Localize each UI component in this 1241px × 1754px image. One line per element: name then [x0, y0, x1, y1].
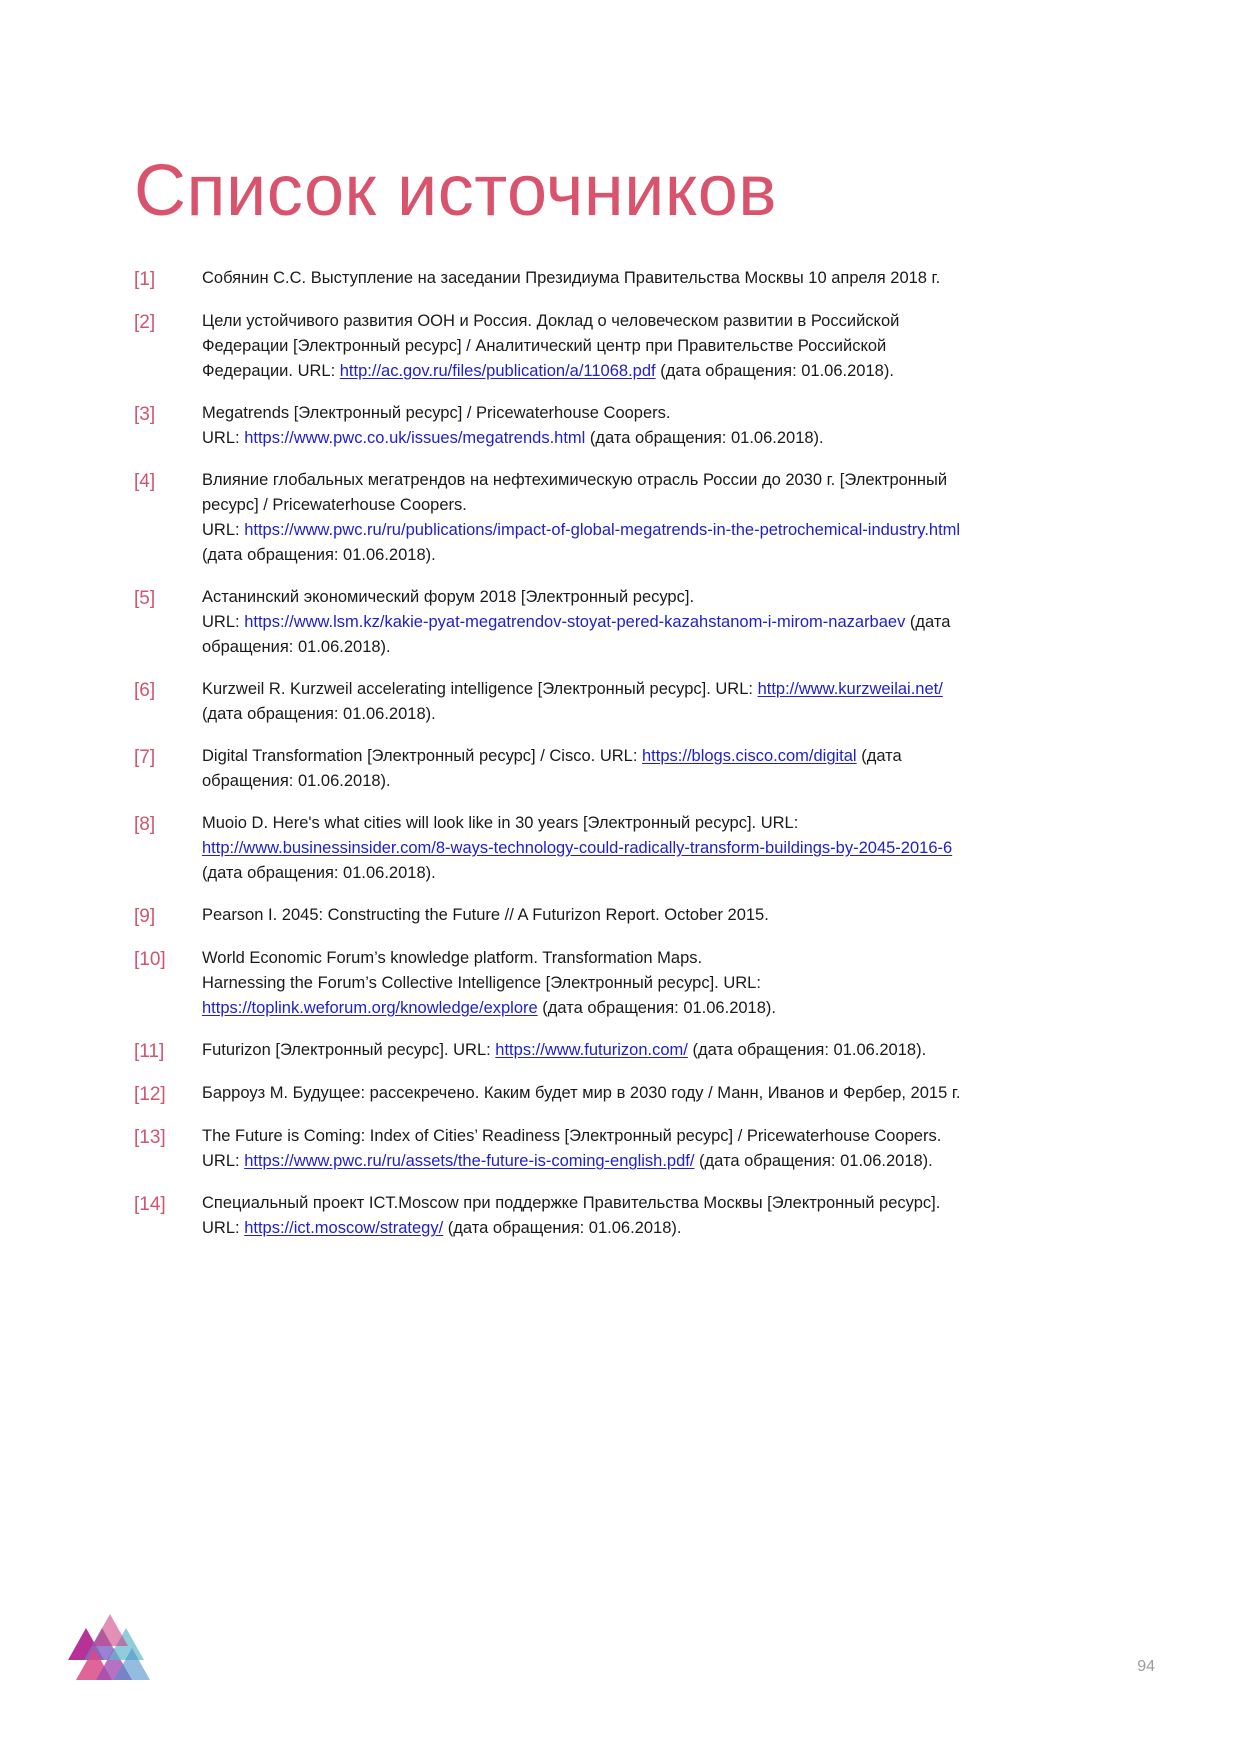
reference-text-run: Барроуз М. Будущее: рассекречено. Каким будет мир в 2030 году / Манн, Иванов и Фербер, 2015 г. — [202, 1084, 961, 1102]
reference-text-run: Megatrends [Электронный ресурс] / Pricewaterhouse Coopers. — [202, 404, 671, 422]
reference-text-run: (дата обращения: 01.06.2018). — [202, 546, 436, 564]
reference-item — [134, 744, 964, 794]
reference-number: [7] — [134, 747, 156, 768]
reference-text-run: (дата обращения: 01.06.2018). — [537, 999, 776, 1017]
reference-text — [202, 744, 964, 794]
reference-text-run: Futurizon [Электронный ресурс]. URL: — [202, 1041, 496, 1059]
reference-number: [2] — [134, 312, 156, 333]
reference-number: [6] — [134, 680, 156, 701]
page-title: Список источников — [134, 151, 777, 232]
reference-text-run: (дата обращения: 01.06.2018). — [687, 1041, 927, 1059]
reference-item — [134, 309, 964, 384]
reference-text — [202, 811, 964, 886]
reference-list — [134, 266, 964, 1258]
reference-item — [134, 468, 964, 568]
reference-link[interactable]: http://ac.gov.ru/files/publication/a/11068.pdf — [339, 362, 656, 380]
reference-link[interactable]: https://ict.moscow/strategy/ — [244, 1219, 444, 1237]
reference-text — [202, 677, 964, 727]
reference-number: [14] — [134, 1194, 166, 1215]
reference-text-run: (дата обращения: 01.06.2018). — [202, 705, 436, 723]
reference-link[interactable]: https://www.pwc.ru/ru/publications/impact-of-global-megatrends-in-the-petrochemical-industry.html — [244, 521, 961, 539]
reference-item — [134, 1038, 964, 1064]
reference-text — [202, 309, 964, 384]
reference-text — [202, 468, 964, 568]
reference-number: [9] — [134, 906, 156, 927]
reference-text — [202, 1081, 964, 1106]
reference-text — [202, 946, 964, 1021]
reference-text — [202, 903, 964, 928]
reference-link[interactable]: http://www.businessinsider.com/8-ways-technology-could-radically-transform-buildings-by-2045-2016-6 — [202, 839, 953, 857]
reference-number: [5] — [134, 588, 156, 609]
reference-text — [202, 1124, 964, 1174]
reference-text-run: (дата обращения: 01.06.2018). — [202, 747, 902, 790]
reference-text-run: (дата обращения: 01.06.2018). — [202, 613, 951, 656]
reference-item — [134, 811, 964, 886]
reference-number: [10] — [134, 949, 166, 970]
reference-text — [202, 266, 964, 291]
reference-number: [1] — [134, 269, 156, 290]
hse-style-logo-icon — [62, 1596, 158, 1692]
page-number: 94 — [1137, 1658, 1155, 1675]
reference-number: [12] — [134, 1084, 166, 1105]
reference-text-run: URL: — [202, 429, 245, 447]
reference-text — [202, 1038, 964, 1063]
reference-item — [134, 677, 964, 727]
reference-number: [3] — [134, 404, 156, 425]
reference-text-run: URL: — [202, 521, 245, 539]
reference-link[interactable]: https://toplink.weforum.org/knowledge/explore — [202, 999, 538, 1017]
reference-item — [134, 1191, 964, 1241]
reference-text-run: Цели устойчивого развития ООН и Россия. Доклад о человеческом развитии в Российской Федерации [Электронный ресурс] / Аналитический центр при Правительстве Российской Федерации. URL: — [202, 312, 900, 380]
reference-text-run: Влияние глобальных мегатрендов на нефтехимическую отрасль России до 2030 г. [Электронный ресурс] / Pricewaterhouse Coopers. — [202, 471, 948, 514]
reference-text-run: Астанинский экономический форум 2018 [Электронный ресурс]. — [202, 588, 695, 606]
reference-item — [134, 585, 964, 660]
reference-text-run: (дата обращения: 01.06.2018). — [585, 429, 824, 447]
reference-text-run: World Economic Forum’s knowledge platform. Transformation Maps. — [202, 949, 703, 967]
reference-item — [134, 266, 964, 292]
reference-item — [134, 401, 964, 451]
reference-link[interactable]: https://www.pwc.co.uk/issues/megatrends.html — [244, 429, 586, 447]
reference-text — [202, 1191, 964, 1241]
reference-text-run: (дата обращения: 01.06.2018). — [694, 1152, 933, 1170]
reference-text-run: Kurzweil R. Kurzweil accelerating intelligence [Электронный ресурс]. URL: — [202, 680, 758, 698]
reference-text-run: (дата обращения: 01.06.2018). — [655, 362, 894, 380]
reference-text-run: Muoio D. Here's what cities will look like in 30 years [Электронный ресурс]. URL: — [202, 814, 799, 832]
reference-text — [202, 585, 964, 660]
reference-text-run: Digital Transformation [Электронный ресурс] / Cisco. URL: — [202, 747, 642, 765]
reference-link[interactable]: https://www.pwc.ru/ru/assets/the-future-is-coming-english.pdf/ — [244, 1152, 695, 1170]
reference-link[interactable]: http://www.kurzweilai.net/ — [757, 680, 943, 698]
reference-link[interactable]: https://www.futurizon.com/ — [495, 1041, 688, 1059]
reference-link[interactable]: https://www.lsm.kz/kakie-pyat-megatrendov-stoyat-pered-kazahstanom-i-mirom-nazarbaev — [244, 613, 906, 631]
reference-text-run: The Future is Coming: Index of Cities’ Readiness [Электронный ресурс] / Pricewaterhouse Coopers. URL: — [202, 1127, 942, 1170]
reference-number: [13] — [134, 1127, 166, 1148]
reference-text-run: (дата обращения: 01.06.2018). — [443, 1219, 682, 1237]
reference-item — [134, 1124, 964, 1174]
reference-text-run: URL: — [202, 613, 245, 631]
reference-text-run: Собянин С.С. Выступление на заседании Президиума Правительства Москвы 10 апреля 2018 г. — [202, 269, 941, 287]
reference-text-run: Специальный проект ICT.Moscow при поддержке Правительства Москвы [Электронный ресурс]. URL: — [202, 1194, 941, 1237]
reference-item — [134, 1081, 964, 1107]
reference-number: [8] — [134, 814, 156, 835]
reference-text-run: Harnessing the Forum’s Collective Intelligence [Электронный ресурс]. URL: — [202, 974, 761, 992]
reference-text — [202, 401, 964, 451]
reference-link[interactable]: https://blogs.cisco.com/digital — [642, 747, 857, 765]
reference-item — [134, 946, 964, 1021]
reference-text-run: (дата обращения: 01.06.2018). — [202, 864, 436, 882]
reference-item — [134, 903, 964, 929]
reference-number: [4] — [134, 471, 156, 492]
reference-number: [11] — [134, 1041, 165, 1062]
reference-text-run: Pearson I. 2045: Constructing the Future // A Futurizon Report. October 2015. — [202, 906, 769, 924]
